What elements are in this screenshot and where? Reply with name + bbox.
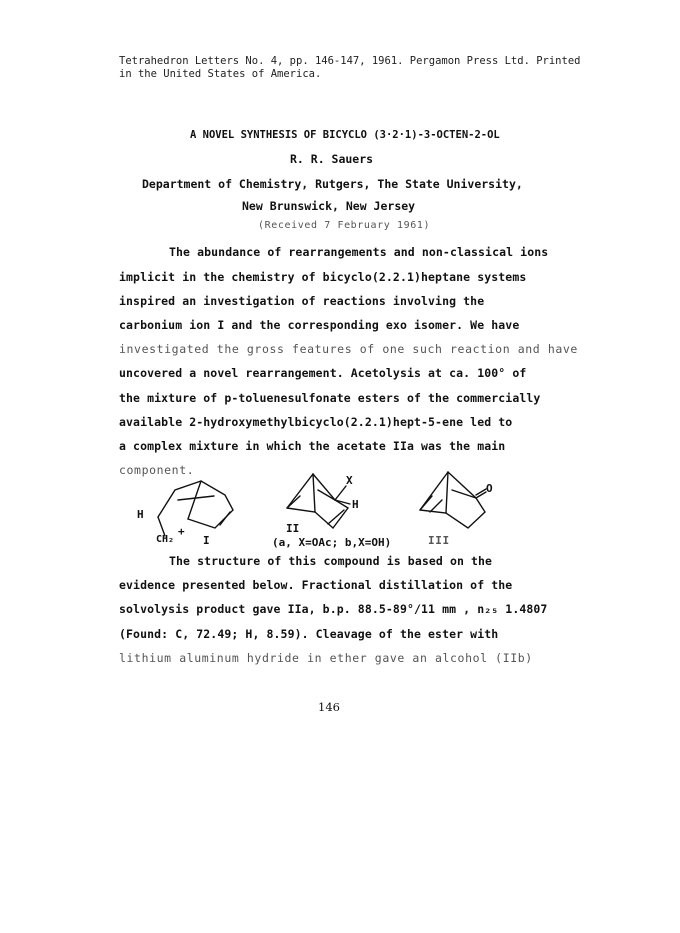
structure-II-caption: (a, X=OAc; b,X=OH) <box>272 536 392 549</box>
article-author: R. R. Sauers <box>290 152 374 166</box>
page-number: 146 <box>318 700 340 714</box>
paragraph-1-line-10: component. <box>119 463 195 477</box>
structure-II-x: X <box>346 474 353 487</box>
paragraph-1-line-6: uncovered a novel rearrangement. Acetolysis at ca. 100° of <box>119 366 527 380</box>
received-date: (Received 7 February 1961) <box>258 220 431 231</box>
paragraph-2-line-4: (Found: C, 72.49; H, 8.59). Cleavage of the ester with <box>119 627 499 641</box>
structure-II-h: H <box>352 498 359 511</box>
structure-III-oxygen: O <box>486 482 493 495</box>
paragraph-1-line-5: investigated the gross features of one such reaction and have <box>119 342 578 356</box>
paragraph-1-line-3: inspired an investigation of reactions involving the <box>119 294 485 308</box>
journal-citation: Tetrahedron Letters No. 4, pp. 146-147, 1961. Pergamon Press Ltd. Printed <box>119 55 581 67</box>
paragraph-2-line-2: evidence presented below. Fractional distillation of the <box>119 578 513 592</box>
structure-I-ch2: CH₂ <box>156 534 175 545</box>
author-location: New Brunswick, New Jersey <box>242 199 416 213</box>
journal-printed-location: in the United States of America. <box>119 68 322 80</box>
author-affiliation: Department of Chemistry, Rutgers, The State University, <box>142 177 523 191</box>
paragraph-1-line-8: available 2-hydroxymethylbicyclo(2.2.1)hept-5-ene led to <box>119 415 513 429</box>
paragraph-1-line-9: a complex mixture in which the acetate IIa was the main <box>119 439 506 453</box>
paragraph-1-line-1: The abundance of rearrangements and non-classical ions <box>169 245 549 259</box>
paragraph-1-line-2: implicit in the chemistry of bicyclo(2.2.1)heptane systems <box>119 270 527 284</box>
structure-II-label: II <box>286 522 300 535</box>
paragraph-1-line-4: carbonium ion I and the corresponding exo isomer. We have <box>119 318 520 332</box>
paragraph-2-line-3: solvolysis product gave IIa, b.p. 88.5-89°/11 mm , n₂₅ 1.4807 <box>119 602 548 616</box>
structure-I-label: I <box>203 534 210 547</box>
structure-I-plus: + <box>178 525 185 538</box>
structure-III-label: III <box>428 534 450 547</box>
article-title: A NOVEL SYNTHESIS OF BICYCLO (3·2·1)-3-OCTEN-2-OL <box>190 129 500 141</box>
paragraph-2-line-5: lithium aluminum hydride in ether gave an alcohol (IIb) <box>119 651 533 665</box>
structure-I-h: H <box>137 508 144 521</box>
paragraph-2-line-1: The structure of this compound is based on the <box>169 554 493 568</box>
paragraph-1-line-7: the mixture of p-toluenesulfonate esters of the commercially <box>119 391 541 405</box>
